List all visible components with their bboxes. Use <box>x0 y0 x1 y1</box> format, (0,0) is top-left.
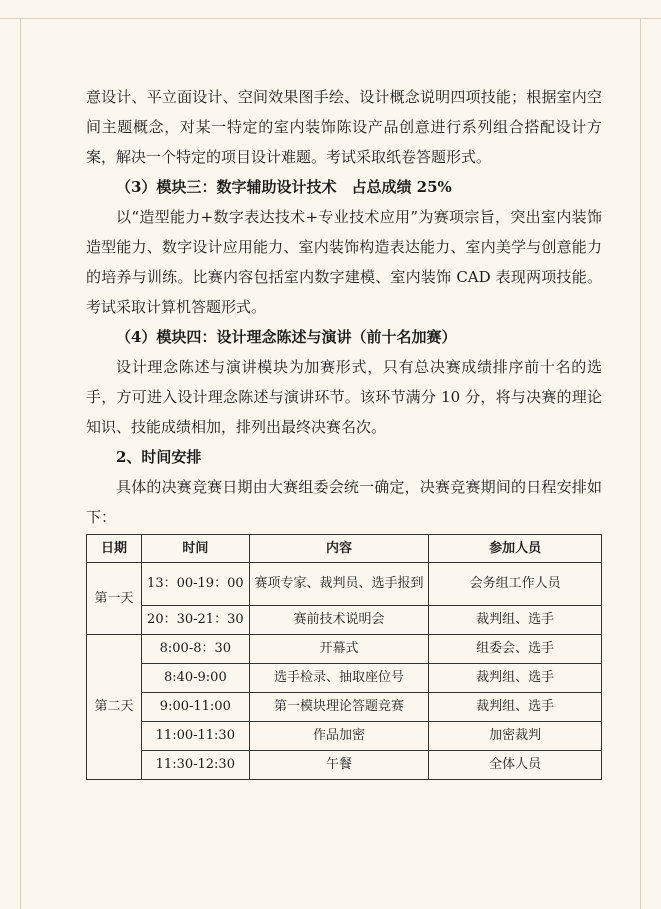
table-row <box>87 606 602 635</box>
paragraph-schedule-intro: 具体的决赛竞赛日期由大赛组委会统一确定，决赛竞赛期间的日程安排如下： <box>86 478 602 526</box>
paragraph-module4: 设计理念陈述与演讲模块为加赛形式，只有总决赛成绩排序前十名的选手，方可进入设计理念陈述与演讲环节。该环节满分 10 分，将与决赛的理论知识、技能成绩相加，排列出最终决赛名次。 <box>86 358 602 436</box>
header-content: 内容 <box>249 535 429 563</box>
page-frame-right <box>640 18 661 909</box>
time-cell: 9:00-11:00 <box>141 693 249 722</box>
content-cell: 赛前技术说明会 <box>249 606 429 635</box>
participants-cell: 全体人员 <box>429 751 602 780</box>
day-label: 第一天 <box>87 563 142 635</box>
header-date: 日期 <box>87 535 142 563</box>
table-header-row <box>87 535 602 563</box>
content-cell: 赛项专家、裁判员、选手报到 <box>249 563 429 606</box>
content-cell: 第一模块理论答题竞赛 <box>249 693 429 722</box>
participants-cell: 裁判组、选手 <box>429 606 602 635</box>
table-row <box>87 693 602 722</box>
content-cell: 开幕式 <box>249 635 429 664</box>
heading-module3: （3）模块三：数字辅助设计技术 占总成绩 25% <box>116 178 452 196</box>
document-page <box>86 82 602 780</box>
schedule-table <box>86 534 602 780</box>
time-cell: 8:40-9:00 <box>141 664 249 693</box>
participants-cell: 组委会、选手 <box>429 635 602 664</box>
time-cell: 20：30-21：30 <box>141 606 249 635</box>
page-frame-top <box>0 0 661 19</box>
paragraph-module3: 以“造型能力+数字表达技术+专业技术应用”为赛项宗旨，突出室内装饰造型能力、数字设计应用能力、室内装饰构造表达能力、室内美学与创意能力的培养与训练。比赛内容包括室内数字建模、室内装饰 CAD 表现两项技能。考试采取计算机答题形式。 <box>86 208 602 316</box>
table-row <box>87 722 602 751</box>
table-row <box>87 751 602 780</box>
page-frame-left <box>0 18 21 909</box>
participants-cell: 裁判组、选手 <box>429 693 602 722</box>
table-row <box>87 664 602 693</box>
time-cell: 8:00-8：30 <box>141 635 249 664</box>
paragraph-module2-continued: 意设计、平立面设计、空间效果图手绘、设计概念说明四项技能；根据室内空间主题概念，对某一特定的室内装饰陈设产品创意进行系列组合搭配设计方案，解决一个特定的项目设计难题。考试采取纸卷答题形式。 <box>86 88 602 166</box>
header-time: 时间 <box>141 535 249 563</box>
content-cell: 作品加密 <box>249 722 429 751</box>
time-cell: 13：00-19：00 <box>141 563 249 606</box>
table-row <box>87 563 602 606</box>
table-row <box>87 635 602 664</box>
participants-cell: 会务组工作人员 <box>429 563 602 606</box>
time-cell: 11:30-12:30 <box>141 751 249 780</box>
heading-schedule: 2、时间安排 <box>116 448 202 466</box>
participants-cell: 加密裁判 <box>429 722 602 751</box>
participants-cell: 裁判组、选手 <box>429 664 602 693</box>
content-cell: 午餐 <box>249 751 429 780</box>
heading-module4: （4）模块四：设计理念陈述与演讲（前十名加赛） <box>116 328 457 346</box>
header-participants: 参加人员 <box>429 535 602 563</box>
time-cell: 11:00-11:30 <box>141 722 249 751</box>
day-label: 第二天 <box>87 635 142 780</box>
content-cell: 选手检录、抽取座位号 <box>249 664 429 693</box>
